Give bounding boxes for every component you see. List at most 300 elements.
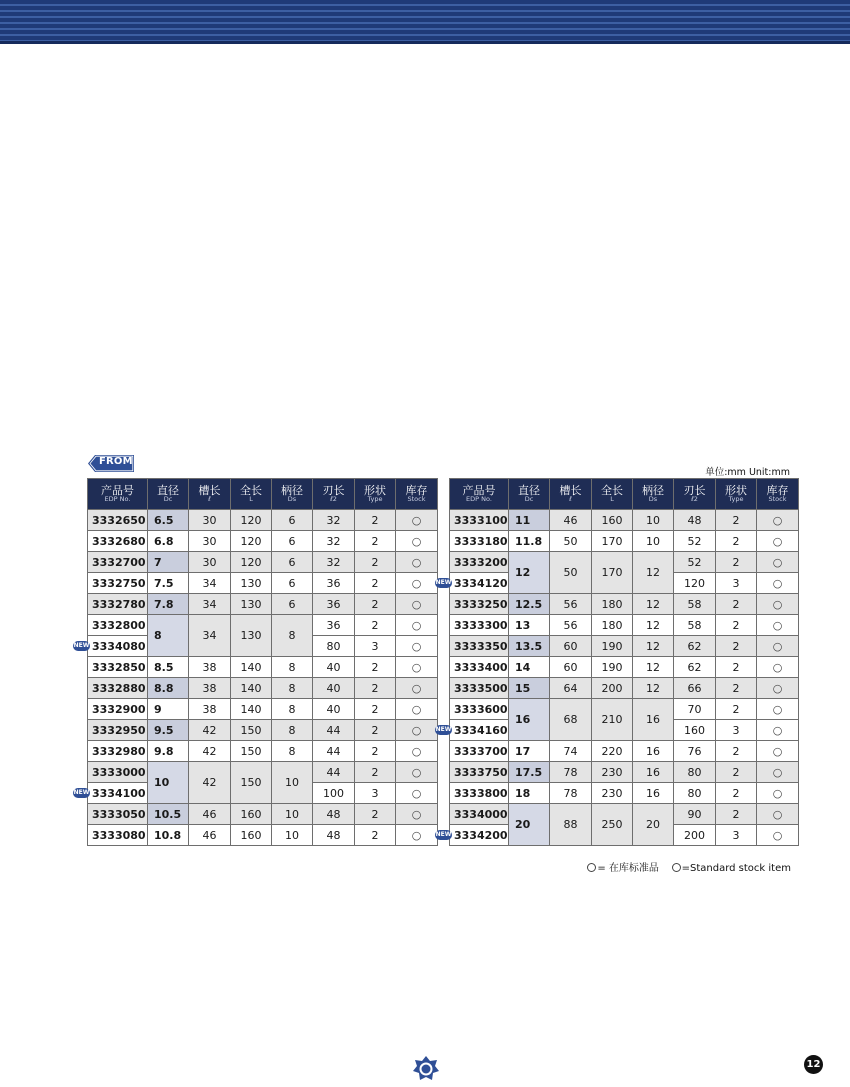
- L-cell: 220: [592, 741, 633, 762]
- type-cell: 2: [716, 636, 757, 657]
- type-cell: 3: [716, 720, 757, 741]
- edp-cell: 3333750: [450, 762, 509, 783]
- l-cell: 74: [550, 741, 592, 762]
- type-cell: 2: [716, 804, 757, 825]
- spec-table-right: [449, 478, 799, 846]
- column-header: [88, 479, 148, 510]
- column-header: [674, 479, 716, 510]
- table-row: [450, 531, 799, 552]
- L-cell: 130: [231, 594, 272, 615]
- L-cell: 120: [231, 531, 272, 552]
- stock-cell: ○: [757, 531, 799, 552]
- table-row: [450, 510, 799, 531]
- table-row: [88, 678, 438, 699]
- edp-cell: 3333200: [450, 552, 509, 573]
- l-cell: 78: [550, 783, 592, 804]
- l2-cell: 120: [674, 573, 716, 594]
- table-row: [88, 594, 438, 615]
- column-header-zh: 形状: [725, 483, 747, 497]
- stock-circle-icon: [672, 863, 681, 872]
- table-row: [88, 720, 438, 741]
- diameter-cell: 7.8: [148, 594, 189, 615]
- type-cell: 2: [716, 678, 757, 699]
- column-header-en: EDP No.: [104, 495, 131, 504]
- L-cell: 150: [231, 741, 272, 762]
- l-cell: 34: [189, 594, 231, 615]
- column-header-en: ℓ: [208, 495, 211, 504]
- column-header-zh: 柄径: [281, 483, 303, 497]
- edp-cell: 3332750: [88, 573, 148, 594]
- column-header-zh: 库存: [766, 483, 789, 497]
- footnote-zh: = 在库标准品: [597, 863, 659, 874]
- l2-cell: 40: [313, 678, 355, 699]
- diameter-cell: 12.5: [509, 594, 550, 615]
- column-header-zh: 直径: [157, 483, 179, 497]
- table-header-row: [88, 479, 438, 510]
- column-header-zh: 全长: [240, 483, 262, 497]
- type-cell: 2: [355, 762, 396, 783]
- diameter-cell: 9.5: [148, 720, 189, 741]
- l2-cell: 80: [674, 783, 716, 804]
- l-cell: 38: [189, 657, 231, 678]
- edp-cell: 3333050: [88, 804, 148, 825]
- type-cell: 2: [716, 783, 757, 804]
- stock-cell: ○: [396, 657, 438, 678]
- type-cell: 3: [355, 636, 396, 657]
- ds-cell: 6: [272, 594, 313, 615]
- column-header: [231, 479, 272, 510]
- l2-cell: 32: [313, 510, 355, 531]
- l2-cell: 100: [313, 783, 355, 804]
- l-cell: 60: [550, 657, 592, 678]
- l2-cell: 76: [674, 741, 716, 762]
- l-cell: 46: [189, 825, 231, 846]
- edp-cell: 3332780: [88, 594, 148, 615]
- type-cell: 2: [716, 552, 757, 573]
- diameter-cell: 20: [509, 804, 550, 846]
- type-cell: 2: [355, 594, 396, 615]
- column-header-en: Stock: [768, 495, 787, 504]
- L-cell: 170: [592, 531, 633, 552]
- L-cell: 130: [231, 615, 272, 657]
- table-row: [88, 615, 438, 636]
- l2-cell: 44: [313, 741, 355, 762]
- l2-cell: 52: [674, 531, 716, 552]
- stock-cell: ○: [396, 678, 438, 699]
- stock-cell: ○: [757, 636, 799, 657]
- table-row: [88, 573, 438, 594]
- table-row: [450, 615, 799, 636]
- edp-cell: 3334000: [450, 804, 509, 825]
- stock-cell: ○: [396, 510, 438, 531]
- l2-cell: 66: [674, 678, 716, 699]
- ds-cell: 6: [272, 510, 313, 531]
- l-cell: 78: [550, 762, 592, 783]
- column-header: [550, 479, 592, 510]
- l2-cell: 160: [674, 720, 716, 741]
- type-cell: 2: [355, 741, 396, 762]
- edp-cell: 3333180: [450, 531, 509, 552]
- table-row: [450, 783, 799, 804]
- l2-cell: 32: [313, 531, 355, 552]
- ds-cell: 20: [633, 804, 674, 846]
- column-header-en: Ds: [648, 495, 658, 504]
- stock-cell: ○: [396, 573, 438, 594]
- column-header-en: L: [249, 495, 253, 504]
- stock-cell: ○: [396, 825, 438, 846]
- stock-cell: ○: [396, 762, 438, 783]
- stock-cell: ○: [396, 594, 438, 615]
- stock-cell: ○: [396, 741, 438, 762]
- footnote: [587, 859, 791, 874]
- l2-cell: 52: [674, 552, 716, 573]
- type-cell: 2: [355, 552, 396, 573]
- diameter-cell: 8.8: [148, 678, 189, 699]
- page-number: 12: [804, 1055, 823, 1074]
- ds-cell: 8: [272, 615, 313, 657]
- stock-cell: ○: [757, 783, 799, 804]
- table-header-row: [450, 479, 799, 510]
- unit-label: 单位:mm Unit:mm: [705, 467, 790, 478]
- ds-cell: 8: [272, 678, 313, 699]
- ds-cell: 8: [272, 657, 313, 678]
- l-cell: 46: [550, 510, 592, 531]
- table-row: [450, 657, 799, 678]
- stock-cell: ○: [757, 594, 799, 615]
- type-cell: 2: [355, 825, 396, 846]
- L-cell: 140: [231, 678, 272, 699]
- edp-cell: 3332680: [88, 531, 148, 552]
- l-cell: 50: [550, 531, 592, 552]
- table-row: [450, 552, 799, 573]
- ds-cell: 6: [272, 531, 313, 552]
- diameter-cell: 11: [509, 510, 550, 531]
- type-cell: 2: [716, 531, 757, 552]
- l2-cell: 58: [674, 615, 716, 636]
- edp-cell: 3333100: [450, 510, 509, 531]
- diameter-cell: 9: [148, 699, 189, 720]
- edp-cell: 3333600: [450, 699, 509, 720]
- L-cell: 230: [592, 762, 633, 783]
- L-cell: 160: [231, 804, 272, 825]
- osg-logo: [412, 1055, 440, 1083]
- ds-cell: 12: [633, 636, 674, 657]
- column-header-zh: 直径: [518, 483, 540, 497]
- stock-cell: ○: [396, 636, 438, 657]
- diameter-cell: 6.5: [148, 510, 189, 531]
- ds-cell: 10: [272, 762, 313, 804]
- l-cell: 50: [550, 552, 592, 594]
- l-cell: 64: [550, 678, 592, 699]
- ds-cell: 10: [633, 510, 674, 531]
- column-header-en: Dc: [163, 495, 173, 504]
- new-badge: NEW: [73, 642, 90, 649]
- spec-table-left: [87, 478, 438, 846]
- ds-cell: 8: [272, 720, 313, 741]
- column-header-zh: 柄径: [642, 483, 664, 497]
- l2-cell: 80: [313, 636, 355, 657]
- column-header-en: Type: [367, 495, 383, 504]
- diameter-cell: 16: [509, 699, 550, 741]
- type-cell: 2: [355, 615, 396, 636]
- edp-cell: 3333000: [88, 762, 148, 783]
- L-cell: 190: [592, 636, 633, 657]
- l2-cell: 40: [313, 657, 355, 678]
- stock-cell: ○: [396, 552, 438, 573]
- l2-cell: 62: [674, 657, 716, 678]
- diameter-cell: 10.5: [148, 804, 189, 825]
- column-header-en: ℓ: [569, 495, 572, 504]
- edp-cell: 3332880: [88, 678, 148, 699]
- type-cell: 2: [716, 657, 757, 678]
- l2-cell: 36: [313, 594, 355, 615]
- edp-cell: 3333080: [88, 825, 148, 846]
- type-cell: 2: [355, 720, 396, 741]
- column-header: [355, 479, 396, 510]
- diameter-cell: 8.5: [148, 657, 189, 678]
- stock-cell: ○: [757, 510, 799, 531]
- ds-cell: 8: [272, 741, 313, 762]
- l-cell: 34: [189, 615, 231, 657]
- L-cell: 120: [231, 552, 272, 573]
- column-header: [592, 479, 633, 510]
- stock-cell: ○: [757, 552, 799, 573]
- L-cell: 150: [231, 720, 272, 741]
- stock-cell: ○: [757, 762, 799, 783]
- column-header: [272, 479, 313, 510]
- type-cell: 2: [716, 762, 757, 783]
- ds-cell: 10: [272, 804, 313, 825]
- type-cell: 2: [716, 615, 757, 636]
- ds-cell: 16: [633, 699, 674, 741]
- column-header-en: L: [610, 495, 614, 504]
- diameter-cell: 7.5: [148, 573, 189, 594]
- L-cell: 180: [592, 615, 633, 636]
- stock-cell: ○: [757, 657, 799, 678]
- l2-cell: 62: [674, 636, 716, 657]
- header-banner: [0, 0, 850, 44]
- type-cell: 2: [716, 699, 757, 720]
- diameter-cell: 11.8: [509, 531, 550, 552]
- ds-cell: 10: [633, 531, 674, 552]
- L-cell: 160: [592, 510, 633, 531]
- type-cell: 2: [716, 594, 757, 615]
- diameter-cell: 14: [509, 657, 550, 678]
- table-row: [88, 531, 438, 552]
- L-cell: 120: [231, 510, 272, 531]
- stock-cell: ○: [396, 720, 438, 741]
- diameter-cell: 12: [509, 552, 550, 594]
- l2-cell: 58: [674, 594, 716, 615]
- ds-cell: 8: [272, 699, 313, 720]
- diameter-cell: 13.5: [509, 636, 550, 657]
- edp-cell: 3334120: [450, 573, 509, 594]
- table-row: [88, 552, 438, 573]
- l2-cell: 44: [313, 762, 355, 783]
- table-row: [450, 762, 799, 783]
- edp-cell: 3332800: [88, 615, 148, 636]
- ds-cell: 12: [633, 678, 674, 699]
- column-header-zh: 槽长: [559, 483, 582, 497]
- column-header: [509, 479, 550, 510]
- stock-cell: ○: [396, 804, 438, 825]
- edp-cell: 3333250: [450, 594, 509, 615]
- stock-circle-icon: [587, 863, 596, 872]
- l-cell: 34: [189, 573, 231, 594]
- edp-cell: 3332900: [88, 699, 148, 720]
- column-header-zh: 产品号: [462, 483, 496, 497]
- stock-cell: ○: [396, 531, 438, 552]
- column-header: [716, 479, 757, 510]
- column-header-zh: 槽长: [198, 483, 221, 497]
- diameter-cell: 7: [148, 552, 189, 573]
- ds-cell: 12: [633, 657, 674, 678]
- diameter-cell: 9.8: [148, 741, 189, 762]
- column-header-en: Ds: [287, 495, 297, 504]
- from-tag: [88, 455, 134, 472]
- edp-cell: 3332980: [88, 741, 148, 762]
- L-cell: 190: [592, 657, 633, 678]
- L-cell: 140: [231, 657, 272, 678]
- footnote-en: =Standard stock item: [681, 863, 791, 874]
- diameter-cell: 13: [509, 615, 550, 636]
- l-cell: 38: [189, 678, 231, 699]
- stock-cell: ○: [757, 804, 799, 825]
- stock-cell: ○: [396, 783, 438, 804]
- l2-cell: 200: [674, 825, 716, 846]
- table-row: [450, 678, 799, 699]
- l2-cell: 80: [674, 762, 716, 783]
- type-cell: 2: [355, 531, 396, 552]
- column-header-en: Stock: [407, 495, 426, 504]
- from-label: FROM: [99, 456, 133, 467]
- table-row: [88, 510, 438, 531]
- table-row: [88, 804, 438, 825]
- diameter-cell: 15: [509, 678, 550, 699]
- column-header-zh: 产品号: [101, 483, 134, 497]
- l2-cell: 48: [313, 825, 355, 846]
- stock-cell: ○: [757, 573, 799, 594]
- column-header-zh: 库存: [405, 483, 428, 497]
- column-header: [313, 479, 355, 510]
- table-row: [88, 657, 438, 678]
- stock-cell: ○: [757, 699, 799, 720]
- l-cell: 42: [189, 720, 231, 741]
- edp-cell: 3332700: [88, 552, 148, 573]
- diameter-cell: 6.8: [148, 531, 189, 552]
- edp-cell: 3333700: [450, 741, 509, 762]
- column-header: [450, 479, 509, 510]
- edp-cell: 3334080: [88, 636, 148, 657]
- table-row: [88, 825, 438, 846]
- type-cell: 2: [355, 804, 396, 825]
- type-cell: 2: [355, 678, 396, 699]
- l-cell: 56: [550, 594, 592, 615]
- column-header-en: ℓ2: [330, 495, 337, 504]
- L-cell: 200: [592, 678, 633, 699]
- table-row: [450, 699, 799, 720]
- L-cell: 160: [231, 825, 272, 846]
- edp-cell: 3334200: [450, 825, 509, 846]
- l-cell: 30: [189, 552, 231, 573]
- type-cell: 2: [355, 699, 396, 720]
- diameter-cell: 18: [509, 783, 550, 804]
- ds-cell: 12: [633, 615, 674, 636]
- L-cell: 180: [592, 594, 633, 615]
- column-header-en: Dc: [524, 495, 534, 504]
- column-header: [757, 479, 799, 510]
- edp-cell: 3334100: [88, 783, 148, 804]
- table-row: [88, 741, 438, 762]
- ds-cell: 12: [633, 552, 674, 594]
- type-cell: 2: [355, 657, 396, 678]
- table-row: [88, 699, 438, 720]
- l2-cell: 70: [674, 699, 716, 720]
- ds-cell: 10: [272, 825, 313, 846]
- l2-cell: 32: [313, 552, 355, 573]
- type-cell: 3: [716, 825, 757, 846]
- column-header: [148, 479, 189, 510]
- column-header-zh: 形状: [364, 483, 386, 497]
- l2-cell: 48: [674, 510, 716, 531]
- stock-cell: ○: [396, 615, 438, 636]
- type-cell: 2: [716, 510, 757, 531]
- new-badge: NEW: [73, 789, 90, 796]
- table-row: [450, 804, 799, 825]
- l-cell: 56: [550, 615, 592, 636]
- diameter-cell: 10.8: [148, 825, 189, 846]
- type-cell: 2: [355, 573, 396, 594]
- column-header-en: EDP No.: [466, 495, 492, 504]
- ds-cell: 12: [633, 594, 674, 615]
- type-cell: 2: [716, 741, 757, 762]
- column-header-en: ℓ2: [691, 495, 698, 504]
- l-cell: 60: [550, 636, 592, 657]
- diameter-cell: 17: [509, 741, 550, 762]
- ds-cell: 6: [272, 552, 313, 573]
- l2-cell: 36: [313, 615, 355, 636]
- edp-cell: 3333500: [450, 678, 509, 699]
- column-header-zh: 刃长: [683, 483, 706, 497]
- edp-cell: 3333300: [450, 615, 509, 636]
- edp-cell: 3332950: [88, 720, 148, 741]
- stock-cell: ○: [757, 720, 799, 741]
- edp-cell: 3332850: [88, 657, 148, 678]
- type-cell: 3: [716, 573, 757, 594]
- column-header: [189, 479, 231, 510]
- new-badge: NEW: [435, 831, 452, 838]
- L-cell: 170: [592, 552, 633, 594]
- L-cell: 150: [231, 762, 272, 804]
- edp-cell: 3332650: [88, 510, 148, 531]
- l2-cell: 44: [313, 720, 355, 741]
- new-badge: NEW: [435, 726, 452, 733]
- type-cell: 2: [355, 510, 396, 531]
- l-cell: 68: [550, 699, 592, 741]
- l-cell: 30: [189, 531, 231, 552]
- column-header: [396, 479, 438, 510]
- diameter-cell: 8: [148, 615, 189, 657]
- new-badge: NEW: [435, 579, 452, 586]
- stock-cell: ○: [757, 741, 799, 762]
- column-header-zh: 全长: [601, 483, 623, 497]
- ds-cell: 16: [633, 783, 674, 804]
- ds-cell: 16: [633, 741, 674, 762]
- column-header-en: Type: [728, 495, 744, 504]
- l-cell: 38: [189, 699, 231, 720]
- l-cell: 42: [189, 741, 231, 762]
- ds-cell: 6: [272, 573, 313, 594]
